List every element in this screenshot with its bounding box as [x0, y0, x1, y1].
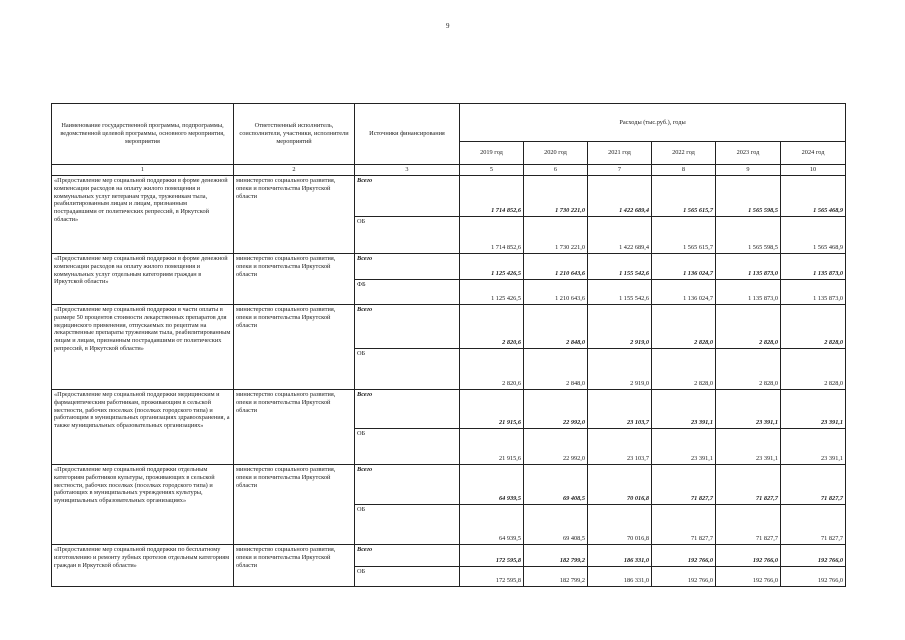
- table-row: [52, 304, 846, 348]
- column-number: 3: [355, 165, 460, 176]
- source-value: 23 103,7: [588, 428, 652, 464]
- total-value: 64 939,5: [460, 464, 524, 504]
- total-value: 21 915,6: [460, 389, 524, 428]
- header-year: 2023 год: [716, 142, 781, 165]
- source-value: 64 939,5: [460, 504, 524, 544]
- source-value: 2 828,0: [652, 348, 716, 389]
- total-value: 1 422 689,4: [588, 175, 652, 216]
- total-value: 1 730 221,0: [524, 175, 588, 216]
- column-number: 9: [716, 165, 781, 176]
- source-value: 23 391,1: [781, 428, 846, 464]
- measure-name: «Предоставление мер социальной поддержки в части оплаты в размере 50 процентов стоимости лекарственных препаратов для медицинского применения, отпускаемых по рецептам на лекарственные препараты труженикам тыла, реабилитированным лицам и лицам, признанным пострадавшими от политических репрессий, в Иркутской области»: [52, 304, 234, 389]
- measure-executor: министерство социального развития, опеки и попечительства Иркутской области: [234, 253, 355, 304]
- measure-name: «Предоставление мер социальной поддержки в форме денежной компенсации расходов на оплату жилого помещения и коммунальных услуг ветеранам труда, труженикам тыла, реабилитированным лицам и лицам, признанным пострадавшими от политических репрессий, в Иркутской области»: [52, 175, 234, 253]
- column-number: 5: [460, 165, 524, 176]
- source-value: 1 135 873,0: [781, 279, 846, 304]
- source-total-label: Всего: [355, 304, 460, 348]
- column-number: 6: [524, 165, 588, 176]
- source-value: 23 391,1: [652, 428, 716, 464]
- header-year: 2024 год: [781, 142, 846, 165]
- source-label: ОБ: [355, 216, 460, 253]
- header-year: 2022 год: [652, 142, 716, 165]
- source-value: 21 915,6: [460, 428, 524, 464]
- column-number: 1: [52, 165, 234, 176]
- table-row: [52, 544, 846, 566]
- header-expenses: Расходы (тыс.руб.), годы: [460, 104, 846, 142]
- total-value: 1 565 598,5: [716, 175, 781, 216]
- source-value: 1 136 024,7: [652, 279, 716, 304]
- source-value: 1 135 873,0: [716, 279, 781, 304]
- total-value: 1 565 615,7: [652, 175, 716, 216]
- source-value: 172 595,8: [460, 566, 524, 586]
- source-value: 1 730 221,0: [524, 216, 588, 253]
- source-value: 69 408,5: [524, 504, 588, 544]
- source-label: ОБ: [355, 428, 460, 464]
- source-value: 192 766,0: [716, 566, 781, 586]
- source-value: 71 827,7: [716, 504, 781, 544]
- total-value: 172 595,8: [460, 544, 524, 566]
- total-value: 192 766,0: [652, 544, 716, 566]
- source-value: 1 210 643,6: [524, 279, 588, 304]
- header-year: 2020 год: [524, 142, 588, 165]
- table-row: [52, 464, 846, 504]
- total-value: 69 408,5: [524, 464, 588, 504]
- source-value: 1 714 852,6: [460, 216, 524, 253]
- total-value: 23 103,7: [588, 389, 652, 428]
- total-value: 2 828,0: [652, 304, 716, 348]
- header-source: Источники финансирования: [355, 104, 460, 165]
- total-value: 71 827,7: [781, 464, 846, 504]
- source-value: 182 799,2: [524, 566, 588, 586]
- measure-executor: министерство социального развития, опеки и попечительства Иркутской области: [234, 464, 355, 544]
- column-number: 8: [652, 165, 716, 176]
- source-value: 71 827,7: [781, 504, 846, 544]
- header-executor: Ответственный исполнитель, соисполнители, участники, исполнители мероприятий: [234, 104, 355, 165]
- source-total-label: Всего: [355, 175, 460, 216]
- table-row: [52, 389, 846, 428]
- budget-table: [51, 103, 846, 587]
- source-value: 22 992,0: [524, 428, 588, 464]
- source-label: ОБ: [355, 348, 460, 389]
- total-value: 1 125 426,5: [460, 253, 524, 279]
- total-value: 2 919,0: [588, 304, 652, 348]
- source-value: 186 331,0: [588, 566, 652, 586]
- total-value: 1 155 542,6: [588, 253, 652, 279]
- total-value: 2 848,0: [524, 304, 588, 348]
- total-value: 71 827,7: [652, 464, 716, 504]
- source-value: 23 391,1: [716, 428, 781, 464]
- measure-name: «Предоставление мер социальной поддержки медицинским и фармацевтическим работникам, проживающим в сельской местности, рабочих поселках (поселках городского типа) и работающим в муниципальных организациях здравоохранения, а также муниципальных образовательных организациях»: [52, 389, 234, 464]
- measure-executor: министерство социального развития, опеки и попечительства Иркутской области: [234, 304, 355, 389]
- measure-executor: министерство социального развития, опеки и попечительства Иркутской области: [234, 175, 355, 253]
- source-value: 1 155 542,6: [588, 279, 652, 304]
- total-value: 2 820,6: [460, 304, 524, 348]
- total-value: 1 210 643,6: [524, 253, 588, 279]
- source-label: ФБ: [355, 279, 460, 304]
- source-value: 1 125 426,5: [460, 279, 524, 304]
- source-value: 2 820,6: [460, 348, 524, 389]
- measure-name: «Предоставление мер социальной поддержки в форме денежной компенсации расходов на оплату жилого помещения и коммунальных услуг отдельным категориям граждан в Иркутской области»: [52, 253, 234, 304]
- total-value: 192 766,0: [716, 544, 781, 566]
- table-row: [52, 175, 846, 216]
- source-total-label: Всего: [355, 544, 460, 566]
- source-total-label: Всего: [355, 253, 460, 279]
- measure-executor: министерство социального развития, опеки и попечительства Иркутской области: [234, 544, 355, 586]
- total-value: 1 565 468,9: [781, 175, 846, 216]
- source-value: 1 565 468,9: [781, 216, 846, 253]
- source-value: 2 919,0: [588, 348, 652, 389]
- total-value: 23 391,1: [716, 389, 781, 428]
- source-total-label: Всего: [355, 464, 460, 504]
- source-value: 2 828,0: [781, 348, 846, 389]
- source-value: 1 565 598,5: [716, 216, 781, 253]
- source-value: 1 565 615,7: [652, 216, 716, 253]
- source-total-label: Всего: [355, 389, 460, 428]
- total-value: 1 714 852,6: [460, 175, 524, 216]
- source-value: 2 828,0: [716, 348, 781, 389]
- source-label: ОБ: [355, 504, 460, 544]
- column-number: 7: [588, 165, 652, 176]
- total-value: 22 992,0: [524, 389, 588, 428]
- header-year: 2021 год: [588, 142, 652, 165]
- source-value: 192 766,0: [652, 566, 716, 586]
- total-value: 2 828,0: [716, 304, 781, 348]
- total-value: 23 391,1: [781, 389, 846, 428]
- header-year: 2019 год: [460, 142, 524, 165]
- measure-name: «Предоставление мер социальной поддержки по бесплатному изготовлению и ремонту зубных протезов отдельным категориям граждан в Иркутской области»: [52, 544, 234, 586]
- total-value: 1 135 873,0: [781, 253, 846, 279]
- total-value: 1 136 024,7: [652, 253, 716, 279]
- total-value: 70 016,8: [588, 464, 652, 504]
- measure-name: «Предоставление мер социальной поддержки отдельным категориям работников культуры, проживающих в сельской местности, рабочих поселках (поселках городского типа) и работающих в муниципальных учреждениях культуры, муниципальных образовательных организациях»: [52, 464, 234, 544]
- measure-executor: министерство социального развития, опеки и попечительства Иркутской области: [234, 389, 355, 464]
- total-value: 23 391,1: [652, 389, 716, 428]
- page-number: 9: [446, 22, 450, 30]
- column-number: 2: [234, 165, 355, 176]
- total-value: 186 331,0: [588, 544, 652, 566]
- source-value: 2 848,0: [524, 348, 588, 389]
- source-value: 192 766,0: [781, 566, 846, 586]
- table-row: [52, 253, 846, 279]
- source-value: 70 016,8: [588, 504, 652, 544]
- header-name: Наименование государственной программы, подпрограммы, ведомственной целевой программы, основного мероприятия, мероприятия: [52, 104, 234, 165]
- source-value: 71 827,7: [652, 504, 716, 544]
- total-value: 71 827,7: [716, 464, 781, 504]
- source-label: ОБ: [355, 566, 460, 586]
- total-value: 2 828,0: [781, 304, 846, 348]
- source-value: 1 422 689,4: [588, 216, 652, 253]
- total-value: 1 135 873,0: [716, 253, 781, 279]
- column-number: 10: [781, 165, 846, 176]
- total-value: 192 766,0: [781, 544, 846, 566]
- total-value: 182 799,2: [524, 544, 588, 566]
